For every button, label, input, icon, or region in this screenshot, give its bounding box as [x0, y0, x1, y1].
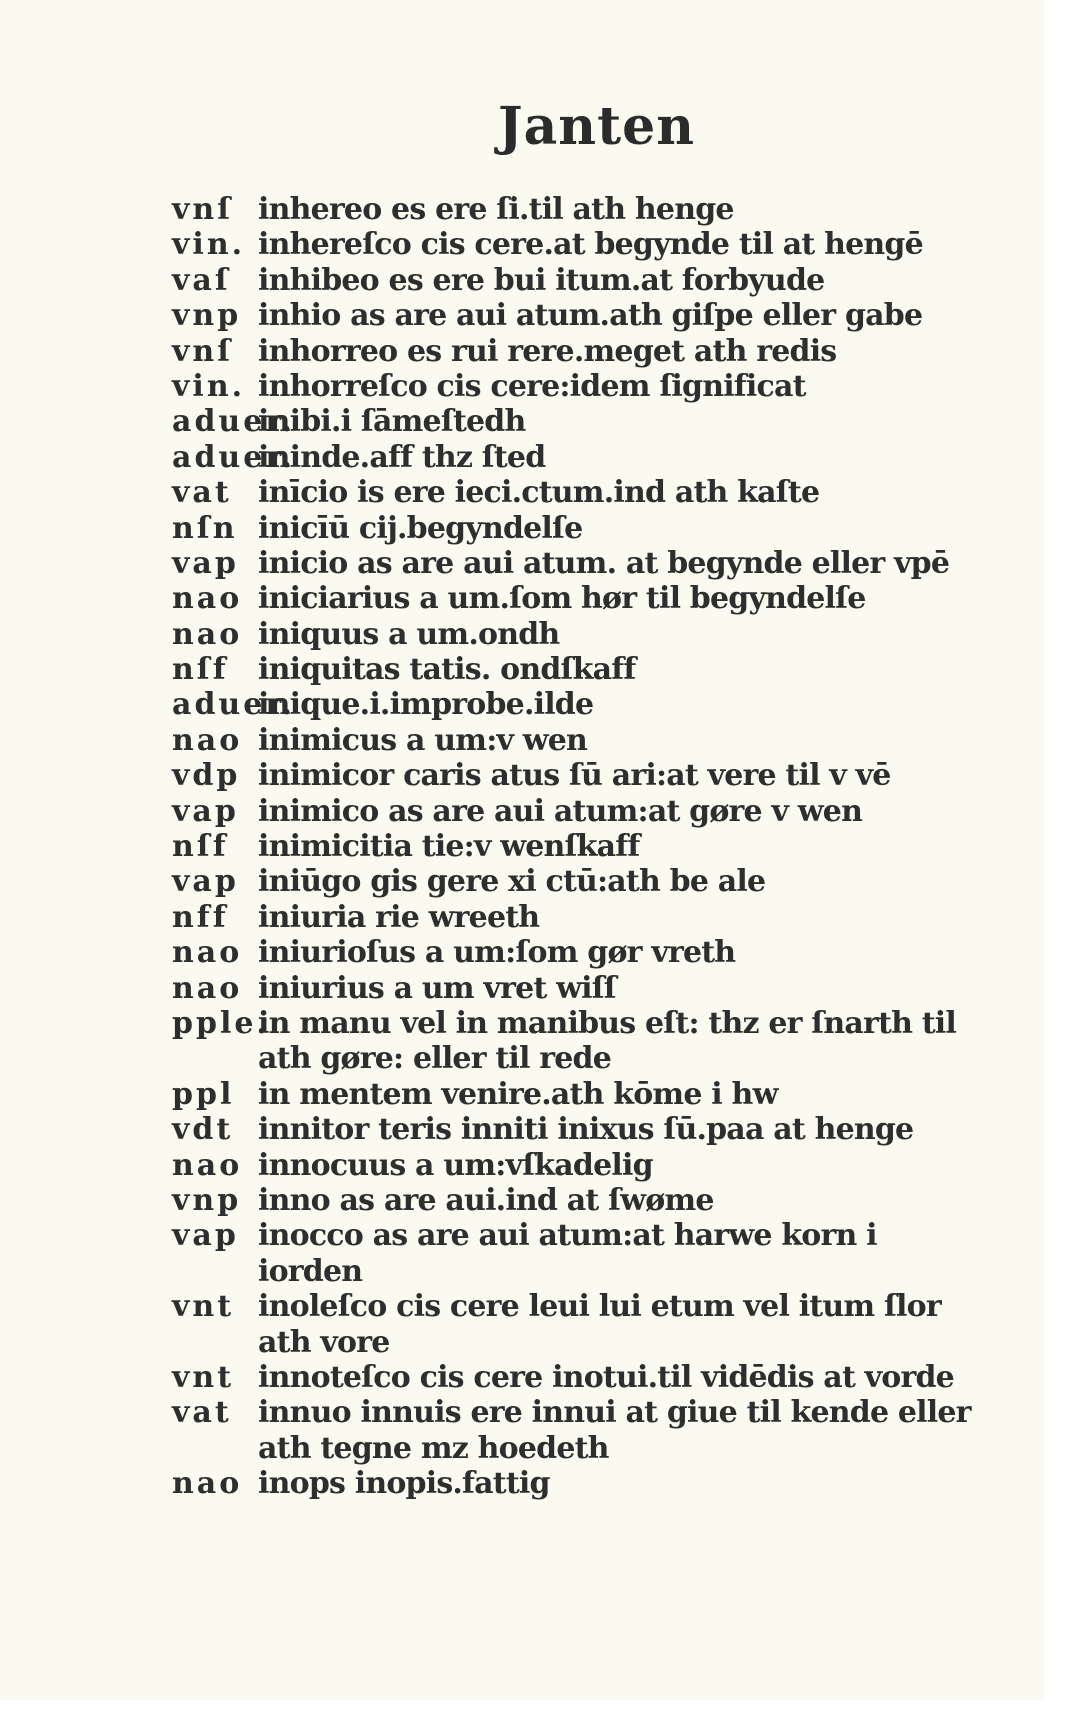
glossary-entry	[172, 617, 972, 652]
glossary-entry	[172, 227, 972, 262]
glossary-entry	[172, 935, 972, 970]
entry-text: in mentem venire.ath kōme i hw	[258, 1076, 778, 1112]
glossary-entry	[172, 1325, 972, 1360]
grammar-code: nff	[172, 899, 229, 935]
entry-text: iniquus a um.ondh	[258, 616, 560, 652]
glossary-entry	[172, 192, 972, 227]
grammar-code: vin.	[172, 227, 246, 263]
grammar-code: nao	[172, 616, 243, 652]
entry-text: inhorreſco cis cere:idem ſignificat	[258, 368, 806, 404]
entry-text: inique.i.improbe.ilde	[258, 687, 594, 723]
glossary-entry	[172, 971, 972, 1006]
grammar-code: vdt	[172, 1112, 234, 1148]
glossary-entry	[172, 475, 972, 510]
entry-text: inhorreo es rui rere.meget ath redis	[258, 333, 837, 369]
grammar-code: pple.	[172, 1005, 270, 1041]
entry-text: inops inopis.fattig	[258, 1466, 550, 1502]
grammar-code: vnp	[172, 1182, 242, 1218]
entry-text: inhereſco cis cere.at begynde til at hengē	[258, 227, 923, 263]
entry-text: ininde.aff thz ſted	[258, 439, 546, 475]
entry-text: innoteſco cis cere inotui.til vidēdis at vorde	[258, 1359, 954, 1395]
scan-margin-right	[1044, 0, 1073, 1718]
glossary-entries	[172, 192, 972, 1501]
glossary-entry	[172, 1289, 972, 1324]
glossary-entry	[172, 581, 972, 616]
entry-text: inimicus a um:v wen	[258, 722, 588, 758]
glossary-entry	[172, 1395, 972, 1430]
glossary-entry	[172, 440, 972, 475]
grammar-code: vin.	[172, 368, 246, 404]
glossary-entry	[172, 1431, 972, 1466]
entry-text: iniūgo gis gere xi ctū:ath be ale	[258, 864, 766, 900]
grammar-code: vnt	[172, 1359, 235, 1395]
entry-text: ath gøre: eller til rede	[258, 1041, 612, 1077]
grammar-code: nao	[172, 581, 243, 617]
entry-text: iniciarius a um.ſom hør til begyndelſe	[258, 581, 866, 617]
grammar-code: aduer.	[172, 439, 295, 475]
glossary-entry	[172, 1360, 972, 1395]
glossary-entry	[172, 1183, 972, 1218]
entry-text: inhio as are aui atum.ath giſpe eller gabe	[258, 298, 923, 334]
entry-text: in manu vel in manibus eſt: thz er ſnarth til	[258, 1005, 957, 1041]
entry-text: inoleſco cis cere leui lui etum vel itum ſlor	[258, 1289, 941, 1325]
glossary-entry	[172, 652, 972, 687]
entry-text: inimicor caris atus ſū ari:at vere til v vē	[258, 758, 891, 794]
entry-text: innuo innuis ere innui at giue til kende eller	[258, 1395, 971, 1431]
entry-text: iorden	[258, 1253, 363, 1289]
grammar-code: aduer.	[172, 404, 295, 440]
glossary-entry	[172, 1041, 972, 1076]
entry-text: innitor teris inniti inixus ſū.paa at henge	[258, 1112, 914, 1148]
entry-text: innocuus a um:vſkadelig	[258, 1147, 653, 1183]
glossary-entry	[172, 511, 972, 546]
grammar-code: vat	[172, 1395, 232, 1431]
glossary-entry	[172, 900, 972, 935]
entry-text: inicio as are aui atum. at begynde eller vpē	[258, 545, 950, 581]
glossary-entry	[172, 298, 972, 333]
grammar-code: ppl	[172, 1076, 235, 1112]
grammar-code: nao	[172, 1466, 243, 1502]
glossary-entry	[172, 1077, 972, 1112]
entry-text: iniuria rie wreeth	[258, 899, 540, 935]
grammar-code: nao	[172, 935, 243, 971]
grammar-code: vnſ	[172, 333, 234, 369]
glossary-entry	[172, 334, 972, 369]
entry-text: ath tegne mz hoedeth	[258, 1430, 609, 1466]
grammar-code: vap	[172, 545, 239, 581]
entry-text: inhereo es ere ſi.til ath henge	[258, 192, 734, 227]
glossary-entry	[172, 829, 972, 864]
glossary-entry	[172, 864, 972, 899]
entry-text: inhibeo es ere bui itum.at forbyude	[258, 262, 825, 298]
entry-text: inicīū cij.begyndelſe	[258, 510, 583, 546]
grammar-code: nſf	[172, 652, 229, 688]
grammar-code: vap	[172, 864, 239, 900]
entry-text: iniurius a um vret wiſſ	[258, 970, 616, 1006]
glossary-entry	[172, 263, 972, 298]
glossary-entry	[172, 546, 972, 581]
grammar-code: vaſ	[172, 262, 231, 298]
entry-text: inimico as are aui atum:at gøre v wen	[258, 793, 863, 829]
grammar-code: vat	[172, 475, 232, 511]
entry-text: inimicitia tie:v wenſkaff	[258, 829, 640, 865]
entry-text: iniquitas tatis. ondſkaff	[258, 652, 636, 688]
grammar-code: nſn	[172, 510, 238, 546]
grammar-code: vap	[172, 1218, 239, 1254]
grammar-code: vnp	[172, 298, 242, 334]
grammar-code: vdp	[172, 758, 241, 794]
glossary-entry	[172, 758, 972, 793]
grammar-code: vap	[172, 793, 239, 829]
glossary-entry	[172, 369, 972, 404]
entry-text: iniurioſus a um:ſom gør vreth	[258, 935, 736, 971]
grammar-code: vnt	[172, 1289, 235, 1325]
glossary-entry	[172, 723, 972, 758]
glossary-entry	[172, 1006, 972, 1041]
grammar-code: nao	[172, 1147, 243, 1183]
grammar-code: aduer.	[172, 687, 295, 723]
entry-text: inocco as are aui atum:at harwe korn i	[258, 1218, 877, 1254]
grammar-code: nſf	[172, 829, 229, 865]
entry-text: inīcio is ere ieci.ctum.ind ath kaſte	[258, 475, 820, 511]
running-head: Janten	[498, 96, 696, 157]
entry-text: inno as are aui.ind at ſwøme	[258, 1182, 714, 1218]
scan-margin-bottom	[0, 1700, 1073, 1718]
glossary-entry	[172, 1254, 972, 1289]
glossary-entry	[172, 1112, 972, 1147]
glossary-entry	[172, 404, 972, 439]
grammar-code: nao	[172, 722, 243, 758]
entry-text: ath vore	[258, 1324, 390, 1360]
glossary-entry	[172, 1218, 972, 1253]
entry-text: inibi.i ſāmeſtedh	[258, 404, 526, 440]
glossary-entry	[172, 1148, 972, 1183]
grammar-code: nao	[172, 970, 243, 1006]
glossary-entry	[172, 687, 972, 722]
grammar-code: vnſ	[172, 192, 234, 227]
glossary-entry	[172, 794, 972, 829]
glossary-entry	[172, 1466, 972, 1501]
